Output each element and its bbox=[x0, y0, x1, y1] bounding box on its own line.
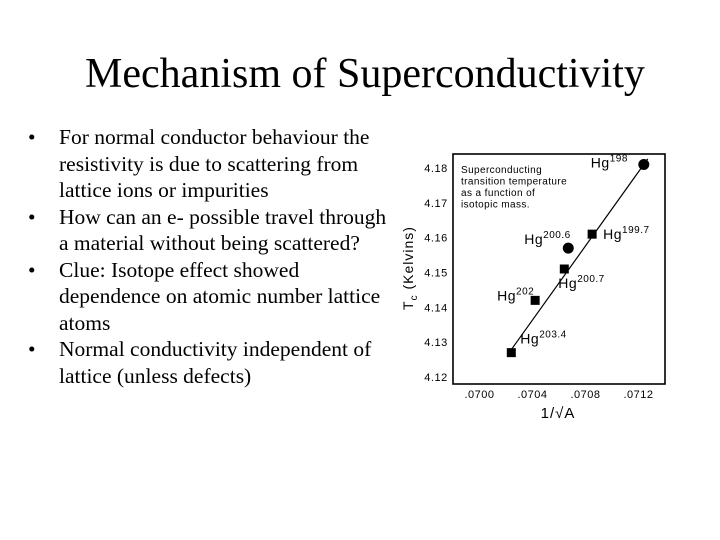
bullet-text: Normal conductivity independent of lattice (unless defects) bbox=[59, 337, 372, 388]
y-tick-label: 4.14 bbox=[424, 302, 448, 315]
y-tick-labels bbox=[424, 163, 447, 384]
point-label bbox=[558, 274, 604, 291]
x-tick-label: .0712 bbox=[623, 389, 654, 401]
x-axis-label: 1/√A bbox=[540, 405, 576, 422]
point-label bbox=[603, 225, 649, 242]
y-axis-label-sub: c bbox=[409, 294, 420, 301]
data-point-square bbox=[507, 348, 516, 357]
y-tick-label: 4.15 bbox=[424, 267, 448, 280]
bullet-glyph: • bbox=[28, 204, 36, 229]
bullet-glyph: • bbox=[28, 257, 36, 282]
y-tick-label: 4.16 bbox=[424, 232, 448, 245]
point-label-element: Hg bbox=[590, 154, 610, 171]
bullet-text: How can an e- possible travel through a material without being scattered? bbox=[59, 204, 387, 255]
point-label-mass: 202 bbox=[516, 286, 535, 298]
point-label-element: Hg bbox=[603, 226, 623, 243]
point-label-element: Hg bbox=[524, 231, 544, 248]
data-point-square bbox=[560, 265, 569, 274]
point-label bbox=[497, 286, 534, 303]
data-point-square bbox=[588, 230, 597, 239]
slide-title: Mechanism of Superconductivity bbox=[85, 51, 645, 97]
y-tick-label: 4.18 bbox=[424, 162, 448, 175]
y-tick-label: 4.17 bbox=[424, 197, 448, 210]
y-tick-label: 4.12 bbox=[424, 372, 448, 385]
data-point-circle bbox=[638, 159, 649, 170]
point-label-element: Hg bbox=[520, 330, 540, 347]
annotation-line: isotopic mass. bbox=[461, 199, 530, 211]
x-tick-label: .0704 bbox=[517, 389, 548, 401]
point-label-mass: 198 bbox=[609, 153, 628, 165]
bullet-text: Clue: Isotope effect showed dependence on atomic number lattice atoms bbox=[59, 257, 381, 335]
x-tick-labels bbox=[464, 389, 653, 401]
point-label-mass: 200.7 bbox=[577, 274, 605, 285]
bullet-text: For normal conductor behaviour the resistivity is due to scattering from lattice ions or impurities bbox=[59, 125, 370, 202]
x-tick-label: .0708 bbox=[570, 389, 601, 401]
point-label bbox=[520, 330, 566, 347]
y-tick-label: 4.13 bbox=[424, 337, 448, 350]
y-axis-label-main: T bbox=[400, 300, 416, 310]
point-label-mass: 199.7 bbox=[622, 225, 650, 237]
y-axis-label-unit: (Kelvins) bbox=[400, 226, 416, 290]
annotation-line: as a function of bbox=[461, 188, 536, 199]
chart-annotation bbox=[461, 165, 567, 211]
point-label-element: Hg bbox=[558, 275, 578, 291]
point-label-mass: 200.6 bbox=[543, 230, 571, 242]
point-label bbox=[591, 153, 628, 170]
x-tick-label: .0700 bbox=[464, 389, 495, 401]
point-label-mass: 203.4 bbox=[539, 329, 567, 341]
y-axis-label bbox=[400, 226, 420, 310]
data-point-circle bbox=[563, 243, 574, 254]
point-label-element: Hg bbox=[497, 287, 517, 304]
point-label bbox=[524, 230, 570, 247]
bullet-glyph: • bbox=[28, 125, 36, 149]
bullet-glyph: • bbox=[28, 337, 36, 361]
svg-text:Tc (Kelvins) bbox=[400, 226, 420, 310]
annotation-line: transition temperature bbox=[461, 176, 568, 188]
annotation-line: Superconducting bbox=[461, 165, 543, 176]
